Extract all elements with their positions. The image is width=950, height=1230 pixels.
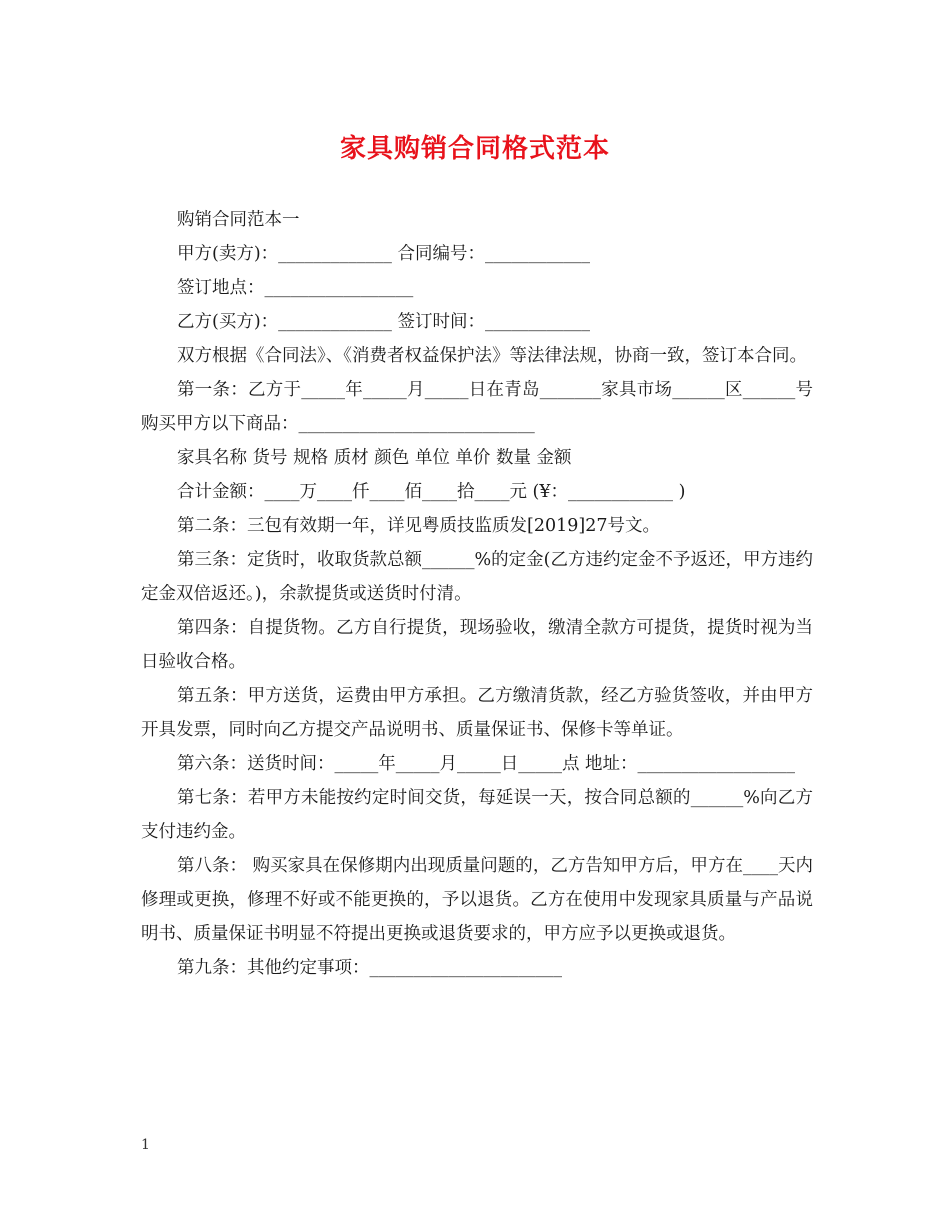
- paragraph-article-2: 第二条：三包有效期一年，详见粤质技监质发[2019]27号文。: [177, 516, 660, 536]
- page-number: 1: [141, 1137, 150, 1153]
- paragraph-preamble: 双方根据《合同法》、《消费者权益保护法》等法律法规，协商一致，签订本合同。: [177, 346, 807, 366]
- paragraph-goods-columns: 家具名称 货号 规格 质材 颜色 单位 单价 数量 金额: [177, 448, 572, 468]
- paragraph-signing-place: 签订地点：_________________: [177, 278, 414, 298]
- paragraph-article-9: 第九条：其他约定事项：______________________: [177, 958, 562, 978]
- paragraph-article-6: 第六条：送货时间：_____年_____月_____日_____点 地址：__________________: [177, 754, 796, 774]
- paragraph-contract-heading: 购销合同范本一: [177, 210, 300, 230]
- paragraph-article-8: 第八条： 购买家具在保修期内出现质量问题的，乙方告知甲方后，甲方在____天内修理或更换，修理不好或不能更换的，予以退货。乙方在使用中发现家具质量与产品说明书、质量保证书明显不符提出更换或退货要求的，甲方应予以更换或退货。: [141, 856, 813, 944]
- document-body: [141, 203, 813, 985]
- document-title: 家具购销合同格式范本: [339, 134, 610, 164]
- paragraph-article-4: 第四条：自提货物。乙方自行提货，现场验收，缴清全款方可提货，提货时视为当日验收合格。: [141, 618, 813, 672]
- paragraph-seller-contract-no: 甲方(卖方)：_____________ 合同编号：____________: [177, 244, 590, 264]
- paragraph-article-5: 第五条：甲方送货，运费由甲方承担。乙方缴清货款，经乙方验货签收，并由甲方开具发票，同时向乙方提交产品说明书、质量保证书、保修卡等单证。: [141, 686, 813, 740]
- paragraph-article-3: 第三条：定货时，收取货款总额______%的定金(乙方违约定金不予返还，甲方违约定金双倍返还。)，余款提货或送货时付清。: [141, 550, 813, 604]
- paragraph-article-1: 第一条：乙方于_____年_____月_____日在青岛_______家具市场______区______号购买甲方以下商品：___________________________: [141, 380, 813, 434]
- paragraph-article-7: 第七条：若甲方未能按约定时间交货，每延误一天，按合同总额的______%向乙方支付违约金。: [141, 788, 813, 842]
- paragraph-buyer-signing-time: 乙方(买方)：_____________ 签订时间：____________: [177, 312, 590, 332]
- paragraph-total-amount: 合计金额：____万____仟____佰____拾____元 (¥：____________ ): [177, 482, 686, 502]
